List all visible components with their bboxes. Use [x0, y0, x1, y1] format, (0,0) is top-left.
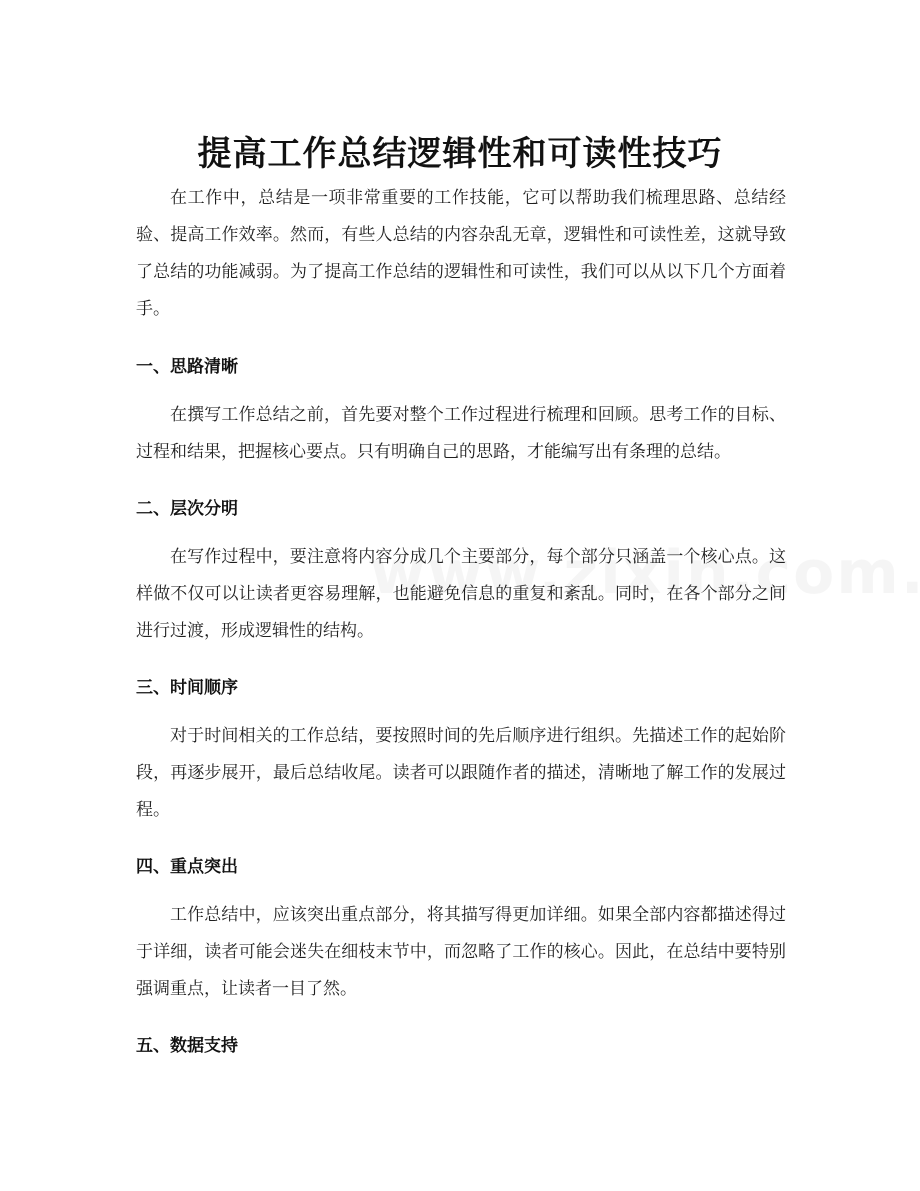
section-heading-1: 一、思路清晰	[136, 357, 238, 377]
section-heading-3: 三、时间顺序	[136, 678, 238, 698]
section-text-2: 在写作过程中，要注意将内容分成几个主要部分，每个部分只涵盖一个核心点。这样做不仅可以让读者更容易理解，也能避免信息的重复和紊乱。同时，在各个部分之间进行过渡，形成逻辑性的结构。	[136, 547, 786, 641]
section-text-3: 对于时间相关的工作总结，要按照时间的先后顺序进行组织。先描述工作的起始阶段，再逐步展开，最后总结收尾。读者可以跟随作者的描述，清晰地了解工作的发展过程。	[136, 726, 786, 820]
section-heading-4: 四、重点突出	[136, 857, 238, 877]
document-title: 提高工作总结逻辑性和可读性技巧	[197, 133, 723, 174]
section-heading-2: 二、层次分明	[136, 499, 238, 519]
document-body	[136, 180, 786, 1058]
section-text-1: 在撰写工作总结之前，首先要对整个工作过程进行梳理和回顾。思考工作的目标、过程和结果，把握核心要点。只有明确自己的思路，才能编写出有条理的总结。	[136, 405, 786, 462]
section-text-4: 工作总结中，应该突出重点部分，将其描写得更加详细。如果全部内容都描述得过于详细，读者可能会迷失在细枝末节中，而忽略了工作的核心。因此，在总结中要特别强调重点，让读者一目了然。	[136, 905, 786, 999]
section-heading-5: 五、数据支持	[136, 1036, 238, 1056]
intro-paragraph: 在工作中，总结是一项非常重要的工作技能，它可以帮助我们梳理思路、总结经验、提高工作效率。然而，有些人总结的内容杂乱无章，逻辑性和可读性差，这就导致了总结的功能减弱。为了提高工作总结的逻辑性和可读性，我们可以从以下几个方面着手。	[136, 188, 786, 319]
